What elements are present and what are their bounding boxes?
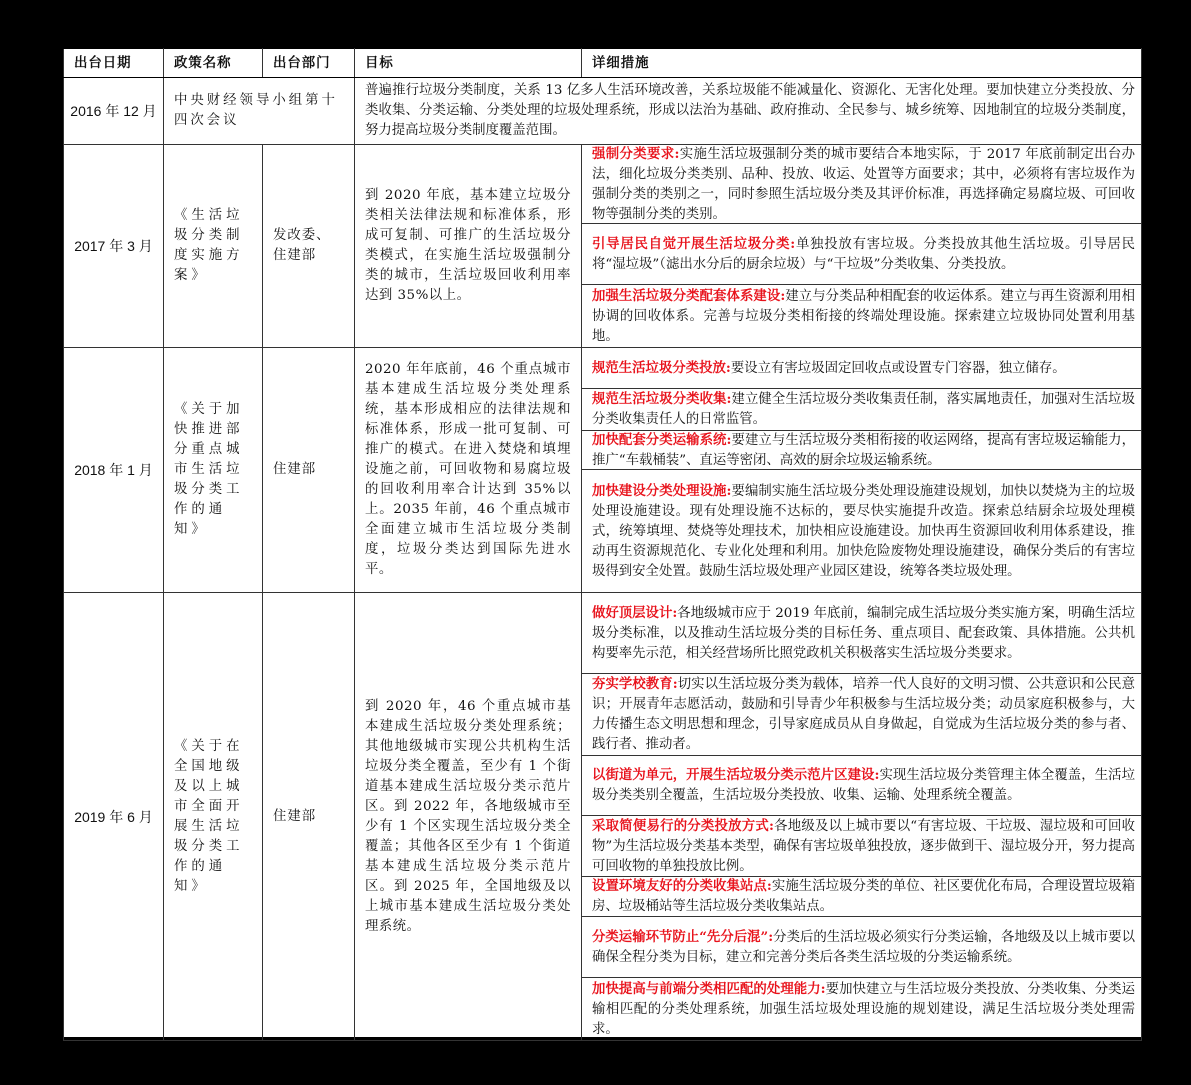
measure-title: 设置环境友好的分类收集站点: [592, 878, 772, 894]
cell-measures [582, 348, 1142, 593]
measure-text: 建立与分类品种相配套的收运体系。建立与再生资源利用相协调的回收体系。完善与垃圾分类相衔接的终端处理设施。探索建立垃圾协同处置利用基地。 [592, 288, 1135, 344]
measure-item [582, 593, 1141, 674]
measure-item [582, 674, 1141, 756]
measure-item [582, 470, 1141, 592]
table-header-row [64, 49, 1142, 78]
measure-text: 要加快建立与生活垃圾分类投放、分类收集、分类运输相匹配的分类处理系统，加强生活垃圾处理设施的规划建设，满足生活垃圾分类处理需求。 [592, 981, 1136, 1037]
measure-item [582, 145, 1141, 224]
measure-text: 实施生活垃圾强制分类的城市要结合本地实际，于 2017 年底前制定出台办法，细化垃圾分类类别、品种、投放、收运、处置等方面要求；其中，必须将有害垃圾作为强制分类的类别之一，同时参照生活垃圾分类及其评价标准，再选择确定易腐垃圾、可回收物等强制分类的类别。 [592, 146, 1135, 222]
header-date: 出台日期 [64, 49, 164, 78]
cell-goal-and-measures: 普遍推行垃圾分类制度，关系 13 亿多人生活环境改善，关系垃圾能不能减量化、资源化、无害化处理。要加快建立分类投放、分类收集、分类运输、分类处理的垃圾处理系统，形成以法治为基础、政府推动、全民参与、城乡统筹、因地制宜的垃圾分类制度，努力提高垃圾分类制度覆盖范围。 [355, 78, 1142, 145]
measure-title: 强制分类要求: [592, 145, 680, 162]
policy-document-page [63, 48, 1141, 1037]
measure-text: 要编制实施生活垃圾分类处理设施建设规划，加快以焚烧为主的垃圾处理设施建设。现有处理设施不达标的，要尽快实施提升改造。探索总结厨余垃圾处理模式，统筹填埋、焚烧等处理技术，加快相应设施建设。加快再生资源回收利用体系建设，推动再生资源规范化、专业化处理和利用。加快危险废物处理设施建设，确保分类后的有害垃圾得到安全处置。鼓励生活垃圾处理产业园区建设，统筹各类垃圾处理。 [592, 483, 1136, 579]
measure-title: 加快提高与前端分类相匹配的处理能力: [592, 980, 826, 997]
measure-item [582, 285, 1141, 347]
measure-text: 实现生活垃圾分类管理主体全覆盖，生活垃圾分类类别全覆盖，生活垃圾分类投放、收集、运输、处理系统全覆盖。 [592, 768, 1135, 803]
cell-policy-name: 《关于加快推进部分重点城市生活垃圾分类工作的通知》 [164, 348, 263, 593]
measure-item [582, 756, 1141, 816]
cell-department: 住建部 [263, 348, 355, 593]
measure-text: 要设立有害垃圾固定回收点或设置专门容器，独立储存。 [730, 360, 1066, 376]
measure-text: 建立健全生活垃圾分类收集责任制，落实属地责任，加强对生活垃圾分类收集责任人的日常监管。 [592, 392, 1136, 427]
cell-policy-name: 《生活垃圾分类制度实施方案》 [164, 145, 263, 348]
measure-item [582, 917, 1141, 978]
measure-text: 各地级及以上城市要以“有害垃圾、干垃圾、湿垃圾和可回收物”为生活垃圾分类基本类型，确保有害垃圾单独投放，逐步做到干、湿垃圾分开，努力提高可回收物的单独投放比例。 [592, 818, 1135, 874]
cell-policy-name: 中央财经领导小组第十四次会议 [164, 78, 355, 145]
measure-title: 规范生活垃圾分类投放: [592, 359, 731, 376]
table-row [64, 145, 1142, 348]
header-measures: 详细措施 [582, 49, 1142, 78]
cell-goal: 2020 年年底前，46 个重点城市基本建成生活垃圾分类处理系统，基本形成相应的法律法规和标准体系，形成一批可复制、可推广的模式。在进入焚烧和填埋设施之前，可回收物和易腐垃圾的回收利用率合计达到 35%以上。2035 年前，46 个重点城市全面建立城市生活垃圾分类制度，垃圾分类达到国际先进水平。 [355, 348, 582, 593]
measure-text: 分类后的生活垃圾必须实行分类运输，各地级及以上城市要以确保全程分类为目标，建立和完善分类后各类生活垃圾的分类运输系统。 [592, 929, 1135, 965]
measure-title: 加快建设分类处理设施: [592, 482, 732, 499]
measure-item [582, 978, 1141, 1040]
measure-title: 做好顶层设计: [592, 604, 678, 621]
measure-text: 切实以生活垃圾分类为载体，培养一代人良好的文明习惯、公共意识和公民意识；开展青年志愿活动，鼓励和引导青少年积极参与生活垃圾分类；动员家庭积极参与，大力传播生态文明思想和理念，引导家庭成员从自身做起，自觉成为生活垃圾分类的参与者、践行者、推动者。 [592, 677, 1135, 752]
measure-text: 单独投放有害垃圾。分类投放其他生活垃圾。引导居民将“湿垃圾”（滤出水分后的厨余垃圾）与“干垃圾”分类收集、分类投放。 [592, 236, 1135, 272]
measure-title: 加快配套分类运输系统: [592, 431, 732, 448]
measure-title: 规范生活垃圾分类收集: [592, 391, 732, 407]
cell-policy-name: 《关于在全国地级及以上城市全面开展生活垃圾分类工作的通知》 [164, 593, 263, 1041]
cell-date: 2017 年 3 月 [64, 145, 164, 348]
measure-title: 加强生活垃圾分类配套体系建设: [592, 287, 786, 304]
measure-text: 各地级城市应于 2019 年底前，编制完成生活垃圾分类实施方案，明确生活垃圾分类标准，以及推动生活垃圾分类的目标任务、重点项目、配套政策、具体措施。公共机构要率先示范，相关经营场所比照党政机关积极落实生活垃圾分类要求。 [592, 605, 1135, 661]
cell-date: 2018 年 1 月 [64, 348, 164, 593]
garbage-sorting-policy-table [63, 48, 1142, 1041]
cell-goal: 到 2020 年，46 个重点城市基本建成生活垃圾分类处理系统；其他地级城市实现公共机构生活垃圾分类全覆盖，至少有 1 个街道基本建成生活垃圾分类示范片区。到 2022 年，各地级城市至少有 1 个区实现生活垃圾分类全覆盖；其他各区至少有 1 个街道基本建成生活垃圾分类示范片区。到 2025 年，全国地级及以上城市基本建成生活垃圾分类处理系统。 [355, 593, 582, 1041]
measure-item [582, 877, 1141, 917]
table-row [64, 593, 1142, 1041]
cell-department: 住建部 [263, 593, 355, 1041]
table-row [64, 78, 1142, 145]
measure-item [582, 389, 1141, 431]
measure-text: 要建立与生活垃圾分类相衔接的收运网络，提高有害垃圾运输能力，推广“车载桶装”、直运等密闭、高效的厨余垃圾运输系统。 [592, 432, 1136, 468]
table-row [64, 348, 1142, 593]
measure-title: 夯实学校教育: [592, 676, 678, 692]
measure-item [582, 431, 1141, 470]
cell-department: 发改委、住建部 [263, 145, 355, 348]
cell-goal: 到 2020 年底，基本建立垃圾分类相关法律法规和标准体系，形成可复制、可推广的生活垃圾分类模式，在实施生活垃圾强制分类的城市，生活垃圾回收利用率达到 35%以上。 [355, 145, 582, 348]
header-department: 出台部门 [263, 49, 355, 78]
cell-date: 2019 年 6 月 [64, 593, 164, 1041]
measure-title: 采取简便易行的分类投放方式: [592, 817, 774, 834]
measure-text: 实施生活垃圾分类的单位、社区要优化布局，合理设置垃圾箱房、垃圾桶站等生活垃圾分类收集站点。 [592, 879, 1135, 914]
header-policy-name: 政策名称 [164, 49, 263, 78]
measure-item [582, 224, 1141, 285]
cell-date: 2016 年 12 月 [64, 78, 164, 145]
measure-title: 引导居民自觉开展生活垃圾分类: [592, 235, 796, 252]
measure-title: 分类运输环节防止“先分后混”: [592, 928, 774, 945]
cell-measures [582, 593, 1142, 1041]
measure-title: 以街道为单元，开展生活垃圾分类示范片区建设: [592, 767, 880, 783]
header-goal: 目标 [355, 49, 582, 78]
measure-item [582, 816, 1141, 877]
measure-item [582, 348, 1141, 389]
cell-measures [582, 145, 1142, 348]
